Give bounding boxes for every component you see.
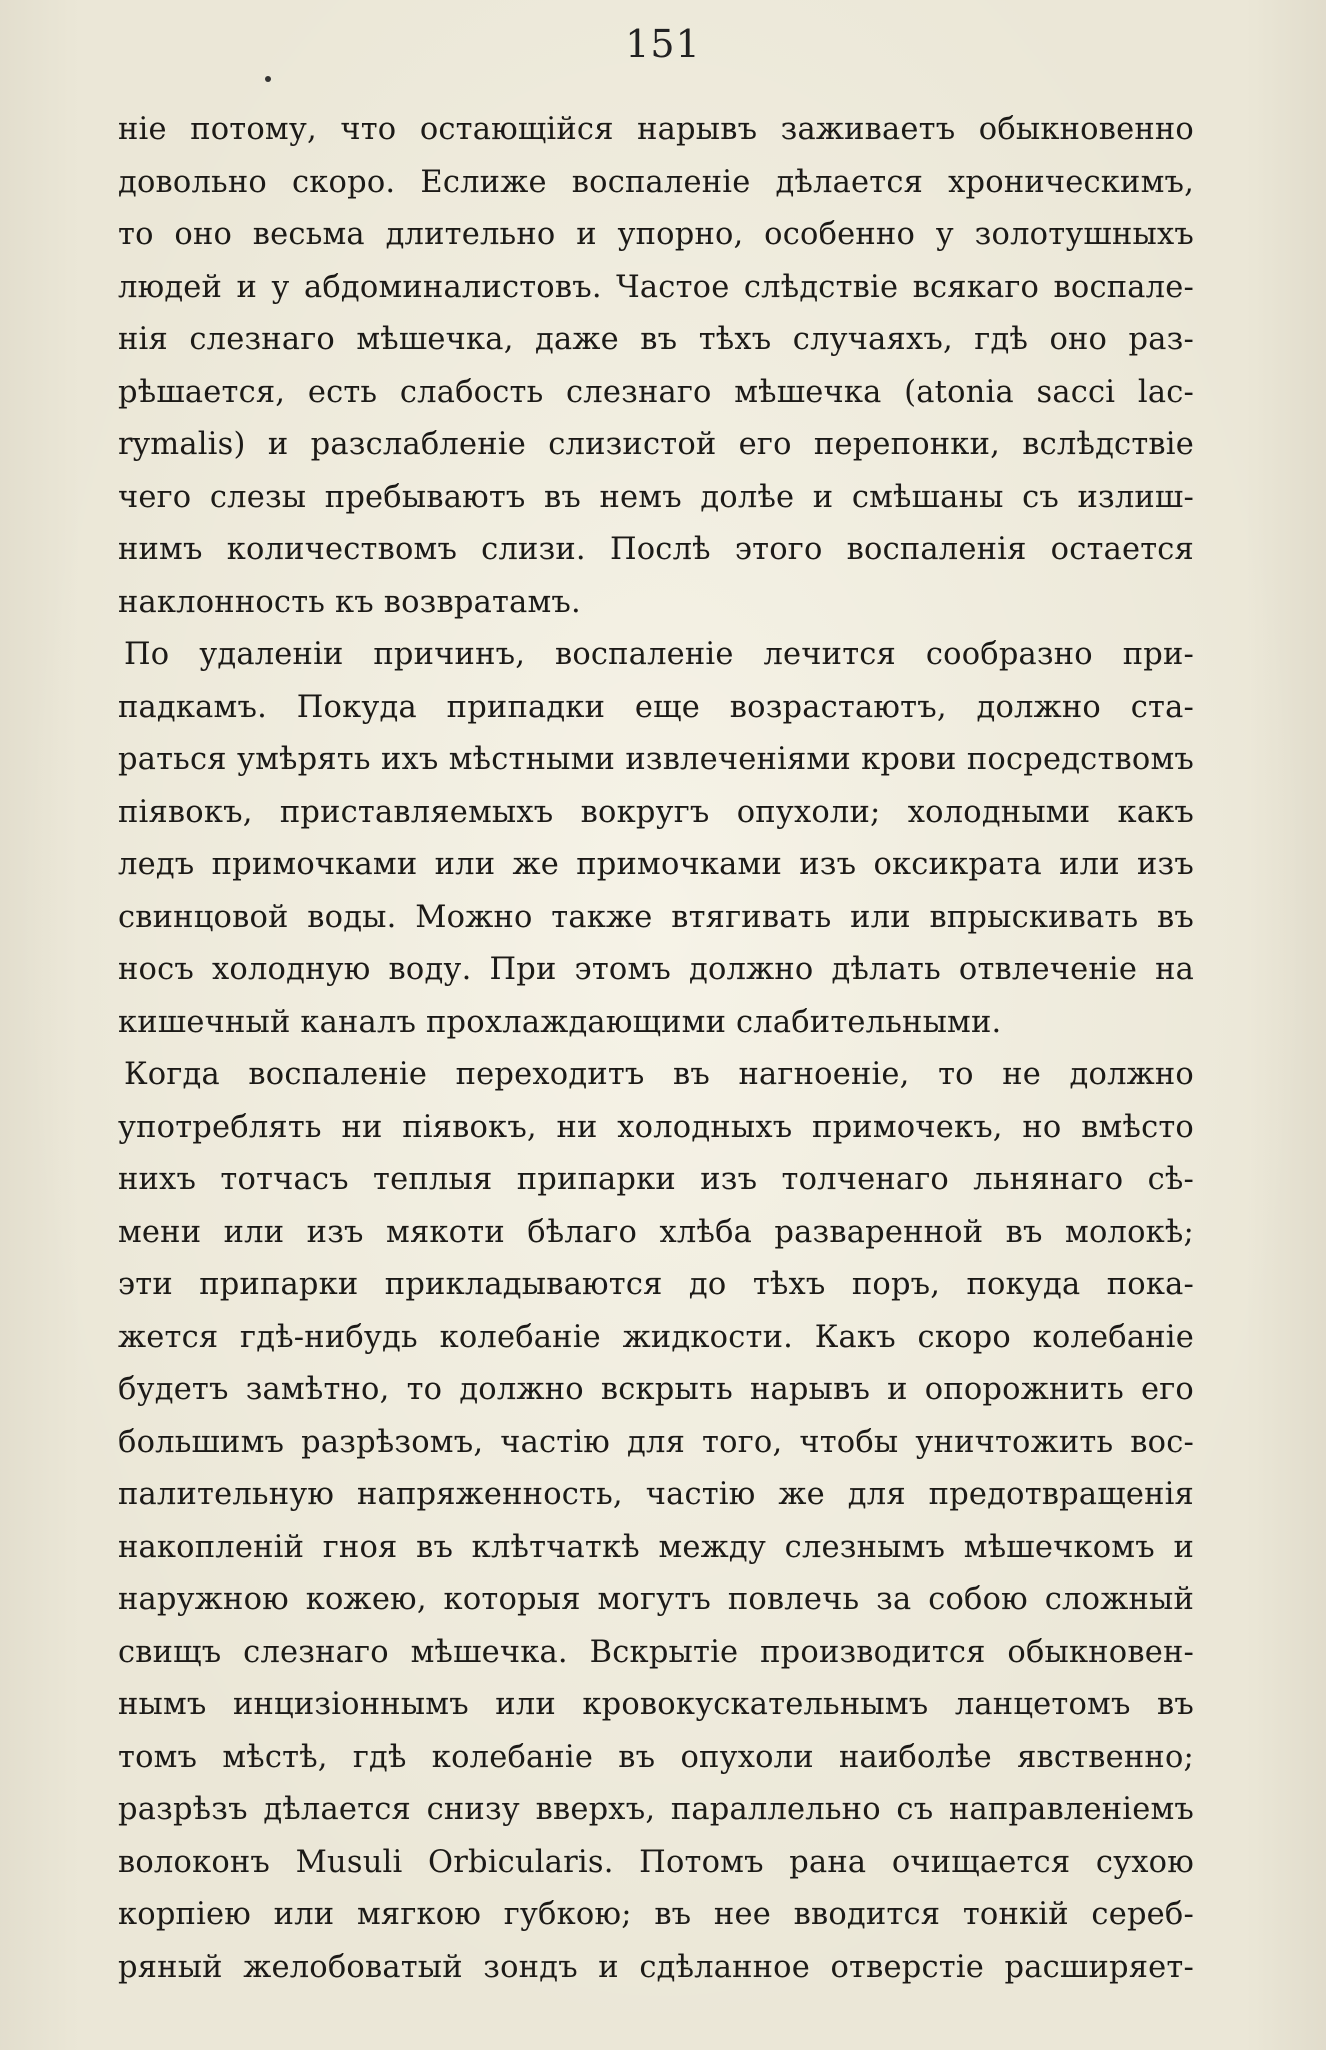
text-line: свищъ слезнаго мѣшечка. Вскрытіе производится обыкновен- [118,1634,1194,1670]
text-line: rymalis) и разслабленіе слизистой его перепонки, вслѣдствіе [118,427,1194,462]
text-line: употреблять ни піявокъ, ни холодныхъ примочекъ, но вмѣсто [118,1109,1194,1145]
text-line: большимъ разрѣзомъ, частію для того, чтобы уничтожить вос- [118,1424,1194,1460]
text-line: носъ холодную воду. При этомъ должно дѣлать отвлеченіе на [118,952,1194,987]
body-text [118,104,1194,1994]
paragraph-start-line: По удаленіи причинъ, воспаленіе лечится сообразно при- [124,637,1194,672]
text-line: палительную напряженность, частію же для предотвращенія [118,1477,1194,1512]
paragraph-end-line: кишечный каналъ прохлаждающими слабительными. [118,1004,1002,1040]
text-line: ледъ примочками или же примочками изъ оксикрата или изъ [118,847,1194,882]
text-line: томъ мѣстѣ, гдѣ колебаніе въ опухоли наиболѣе явственно; [118,1739,1194,1775]
text-line: мени или изъ мякоти бѣлаго хлѣба разваренной въ молокѣ; [118,1214,1194,1250]
ink-speck [265,76,271,82]
text-line: разрѣзъ дѣлается снизу вверхъ, параллельно съ направленіемъ [118,1792,1194,1827]
paragraph-start-line: Когда воспаленіе переходитъ въ нагноеніе, то не должно [124,1057,1194,1092]
text-line: волоконъ Musuli Orbicularis. Потомъ рана очищается сухою [118,1844,1194,1880]
page-number: 151 [625,22,701,66]
text-line: нымъ инцизіоннымъ или кровокускательнымъ ланцетомъ въ [118,1687,1194,1722]
text-line: ніе потому, что остающійся нарывъ заживаетъ обыкновенно [118,112,1194,147]
text-line: свинцовой воды. Можно также втягивать или впрыскивать въ [118,899,1194,935]
text-line: то оно весьма длительно и упорно, особенно у золотушныхъ [118,217,1194,252]
text-line: эти припарки прикладываются до тѣхъ поръ, покуда пока- [118,1267,1194,1302]
text-line: рѣшается, есть слабость слезнаго мѣшечка (atonia sacci lac- [118,374,1194,410]
text-line: людей и у абдоминалистовъ. Частое слѣдствіе всякаго воспале- [118,269,1194,305]
paragraph-end-line: наклонность къ возвратамъ. [118,584,581,620]
text-line: піявокъ, приставляемыхъ вокругъ опухоли; холодными какъ [118,794,1194,830]
text-line: довольно скоро. Еслиже воспаленіе дѣлается хроническимъ, [118,164,1194,200]
text-line: корпіею или мягкою губкою; въ нее вводится тонкій сереб- [118,1897,1194,1932]
text-line: раться умѣрять ихъ мѣстными извлеченіями крови посредствомъ [118,742,1194,777]
text-line: будетъ замѣтно, то должно вскрыть нарывъ и опорожнить его [118,1372,1194,1407]
text-line: накопленій гноя въ клѣтчаткѣ между слезнымъ мѣшечкомъ и [118,1529,1194,1565]
text-line: жется гдѣ-нибудь колебаніе жидкости. Какъ скоро колебаніе [118,1319,1194,1355]
text-line: нихъ тотчасъ теплыя припарки изъ толченаго льнянаго сѣ- [118,1162,1194,1197]
text-line: чего слезы пребываютъ въ немъ долѣе и смѣшаны съ излиш- [118,479,1194,515]
text-line: нія слезнаго мѣшечка, даже въ тѣхъ случаяхъ, гдѣ оно раз- [118,322,1194,357]
text-line: падкамъ. Покуда припадки еще возрастаютъ, должно ста- [118,689,1194,725]
text-line: нимъ количествомъ слизи. Послѣ этого воспаленія остается [118,532,1194,567]
text-line: наружною кожею, которыя могутъ повлечь за собою сложный [118,1582,1194,1617]
text-line: ряный желобоватый зондъ и сдѣланное отверстіе расширяет- [118,1949,1194,1985]
